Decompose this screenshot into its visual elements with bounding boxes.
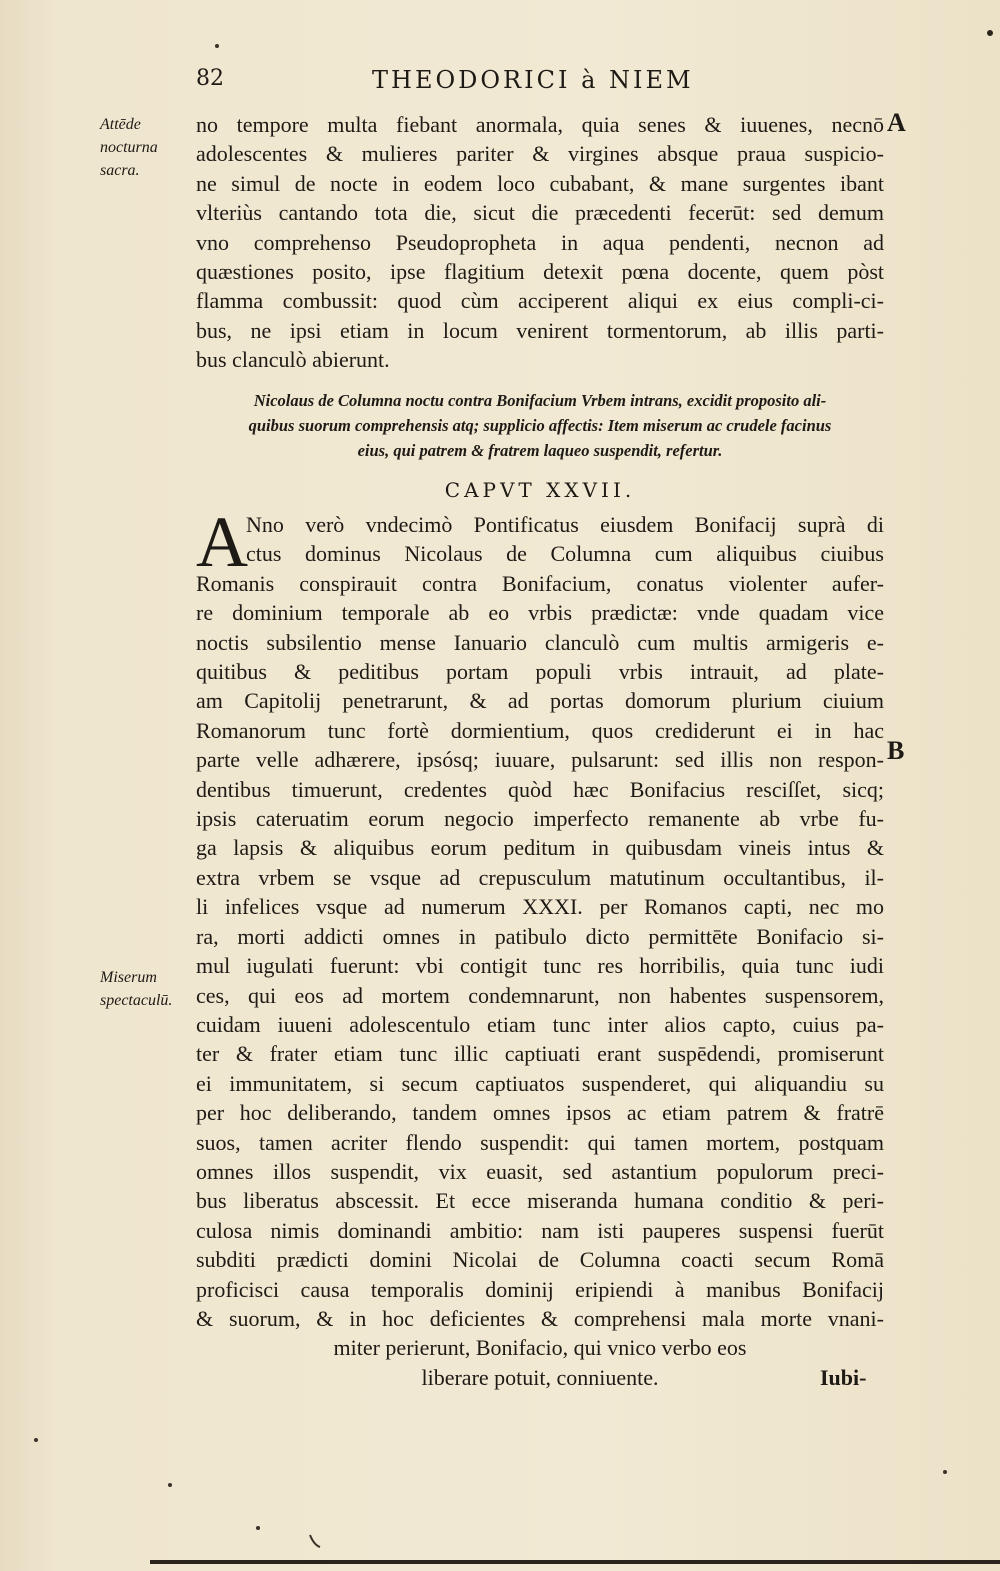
text-line: vlteriùs cantando tota die, sicut die præcedenti fecerūt: sed demum bbox=[196, 200, 884, 226]
text-line: adolescentes & mulieres pariter & virgines absque praua suspicio- bbox=[196, 141, 884, 167]
text-line: Romanorum tunc fortè dormientium, quos crediderunt ei in hac bbox=[196, 717, 884, 743]
text-line: noctis subsilentio mense Ianuario clanculò cum multis armigeris e- bbox=[196, 629, 884, 655]
text-line: subditi prædicti domini Nicolai de Columna coacti secum Romā bbox=[196, 1247, 884, 1273]
text-line: & suorum, & in hoc deficientes & comprehensi mala morte vnani- bbox=[196, 1305, 884, 1331]
text-line: suos, tamen acriter flendo suspendit: qui tamen mortem, postquam bbox=[196, 1129, 884, 1155]
text-line: per hoc deliberando, tandem omnes ipsos ac etiam patrem & fratrē bbox=[196, 1100, 884, 1126]
text-line: bus liberatus abscessit. Et ecce miseranda humana conditio & peri- bbox=[196, 1188, 884, 1214]
text-line: Nno verò vndecimò Pontificatus eiusdem Bonifacij suprà di bbox=[246, 512, 884, 537]
folio-number: 82 bbox=[196, 66, 224, 91]
text-line: vno comprehenso Pseudopropheta in aqua pendenti, necnon ad bbox=[196, 229, 884, 255]
text-line: parte velle adhærere, ipsósq; iuuare, pulsarunt: sed illis non respon- bbox=[196, 747, 884, 773]
text-line: quitibus & peditibus portam populi vrbis intrauit, ad plate- bbox=[196, 659, 884, 685]
text-line: miter perierunt, Bonifacio, qui vnico verbo eos bbox=[333, 1335, 747, 1361]
summary-line: eius, qui patrem & fratrem laqueo suspendit, refertur. bbox=[357, 441, 723, 460]
text-line: mul iugulati fuerunt: vbi contigit tunc res horribilis, quia tunc iudi bbox=[196, 953, 884, 979]
text-line: bus, ne ipsi etiam in locum venirent tormentorum, ab illis parti- bbox=[196, 317, 884, 343]
page-edge-rule bbox=[150, 1560, 1000, 1564]
catchword: Iubi- bbox=[820, 1365, 867, 1390]
text-line: li infelices vsque ad numerum XXXI. per Romanos capti, nec mo bbox=[196, 894, 884, 920]
text-line: ga lapsis & aliquibus eorum peditum in quibusdam vineis intus & bbox=[196, 835, 884, 861]
text-line: quæstiones posito, ipse flagitium detexit pœna docente, quem pòst bbox=[196, 259, 884, 285]
text-line: proficisci causa temporalis dominij eripiendi à manibus Bonifacij bbox=[196, 1276, 884, 1302]
summary-line: quibus suorum comprehensis atq; supplicio affectis: Item miserum ac crudele facinus bbox=[248, 416, 832, 435]
text-line: dentibus timuerunt, credentes quòd hæc Bonifacius resciſſet, sicq; bbox=[196, 776, 884, 802]
text-line: cuidam iuueni adolescentulo etiam tunc inter alios capto, cuius pa- bbox=[196, 1011, 884, 1037]
margin-note-1: Attēde nocturna sacra. bbox=[100, 116, 158, 179]
running-title: THEODORICI à NIEM bbox=[372, 66, 694, 94]
text-line: omnes illos suspendit, vix euasit, sed astantium populorum preci- bbox=[196, 1158, 884, 1184]
text-line: ne simul de nocte in eodem loco cubabant, & mane surgentes ibant bbox=[196, 170, 884, 196]
text-line: ra, morti addicti omnes in patibulo dicto permittēte Bonifacio si- bbox=[196, 923, 884, 949]
text-line: flamma combussit: quod cùm acciperent aliqui ex eius compli-ci- bbox=[196, 288, 884, 314]
text-line: culosa nimis dominandi ambitio: nam isti pauperes suspensi fuerūt bbox=[196, 1217, 884, 1243]
text-line: Romanis conspirauit contra Bonifacium, conatus violenter aufer- bbox=[196, 570, 884, 596]
section-marker-b: B bbox=[887, 736, 905, 765]
text-line: am Capitolij penetrarunt, & ad portas domorum plurium ciuium bbox=[196, 688, 884, 714]
text-line: liberare potuit, conniuente. bbox=[421, 1364, 659, 1390]
drop-cap-initial: A bbox=[196, 502, 248, 582]
chapter-heading: CAPVT XXVII. bbox=[444, 478, 636, 502]
summary-line: Nicolaus de Columna noctu contra Bonifacium Vrbem intrans, excidit proposito ali- bbox=[253, 391, 827, 410]
text-line: ei immunitatem, si secum captiuatos suspenderet, qui aliquandiu su bbox=[196, 1070, 884, 1096]
text-line: extra vrbem se vsque ad crepusculum matutinum occultantibus, il- bbox=[196, 864, 884, 890]
text-line: ter & frater etiam tunc illic captiuati erant suspēdendi, promiserunt bbox=[196, 1041, 884, 1067]
section-marker-a: A bbox=[887, 108, 906, 137]
text-line: no tempore multa fiebant anormala, quia senes & iuuenes, necnō bbox=[196, 112, 884, 137]
text-line: re dominium temporale ab eo vrbis prædictæ: vnde quadam vice bbox=[196, 600, 884, 626]
text-line: ctus dominus Nicolaus de Columna cum aliquibus ciuibus bbox=[246, 541, 884, 567]
margin-note-2: Miserum spectaculū. bbox=[100, 969, 173, 1009]
text-line: ipsis cateruatim eorum negocio imperfecto remanente ab vrbe fu- bbox=[196, 806, 884, 832]
text-line: ces, qui eos ad mortem condemnarunt, non habentes suspensorem, bbox=[196, 982, 884, 1008]
text-line: bus clanculò abierunt. bbox=[196, 347, 390, 373]
